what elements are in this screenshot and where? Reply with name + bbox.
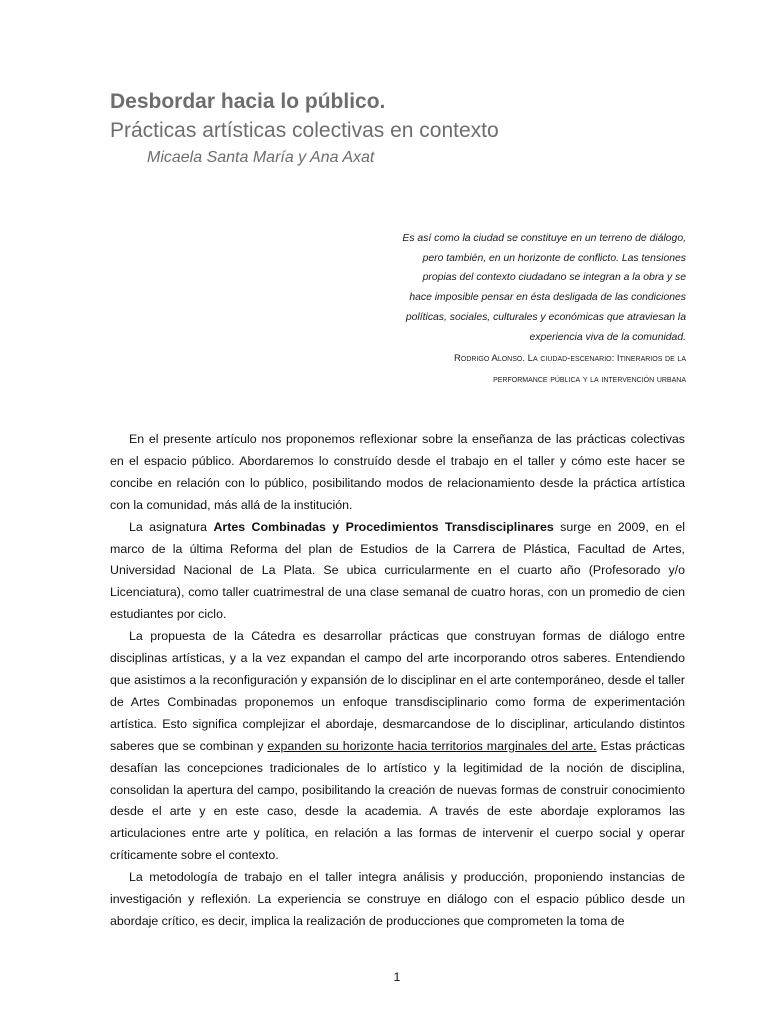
page-number: 1	[393, 970, 401, 984]
article-body	[110, 429, 685, 933]
epigraph-line: hace imposible pensar en ésta desligada de las condiciones	[409, 292, 686, 304]
paragraph-text: surge en 2009, en el marco de la última Reforma del plan de Estudios de la Carrera de Plástica, Facultad de Artes, Universidad Nacional de La Plata. Se ubica curricularmente en el cuarto año (Profesorado y/o Licenciatura), como taller cuatrimestral de una clase semanal de cuatro horas, con un promedio de cien estudiantes por ciclo.	[110, 519, 685, 622]
underlined-phrase: expanden su horizonte hacia territorios marginales del arte.	[267, 738, 597, 753]
paragraph-text: La propuesta de la Cátedra es desarrollar prácticas que construyan formas de diálogo entre disciplinas artísticas, y a la vez expandan el campo del arte incorporando otros saberes. Entendiendo que asistimos a la reconfiguración y expansión de lo disciplinar en el arte contemporáneo, desde el taller de Artes Combinadas proponemos un enfoque transdisciplinario como forma de experimentación artística. Esto significa complejizar el abordaje, desmarcandose de lo disciplinar, articulando distintos saberes que se combinan y	[110, 629, 685, 753]
body-paragraph-2	[110, 517, 685, 627]
epigraph-line: propias del contexto ciudadano se integran a la obra y se	[422, 272, 686, 284]
epigraph-line: experiencia viva de la comunidad.	[529, 331, 686, 343]
epigraph-source-line: Rodrigo Alonso. La ciudad-escenario: Itinerarios de la	[453, 353, 686, 364]
epigraph-quote	[330, 229, 686, 347]
article-title: Desbordar hacia lo público.	[110, 90, 386, 113]
paragraph-text: La asignatura	[129, 519, 214, 534]
epigraph-line: políticas, sociales, culturales y económicas que atraviesan la	[405, 311, 686, 323]
epigraph-source	[330, 348, 686, 390]
article-subtitle: Prácticas artísticas colectivas en contexto	[110, 119, 499, 142]
epigraph-source-line: performance pública y la intervención urbana	[493, 374, 686, 385]
epigraph-line: Es así como la ciudad se constituye en un terreno de diálogo,	[402, 233, 686, 244]
article-authors: Micaela Santa María y Ana Axat	[147, 149, 375, 166]
epigraph-line: pero también, en un horizonte de conflicto. Las tensiones	[422, 252, 686, 264]
body-paragraph-4: La metodología de trabajo en el taller integra análisis y producción, proponiendo instancias de investigación y reflexión. La experiencia se construye en diálogo con el espacio público desde un abordaje crítico, es decir, implica la realización de producciones que comprometen la toma de	[110, 870, 685, 928]
course-name: Artes Combinadas y Procedimientos Transdisciplinares	[213, 519, 554, 534]
body-paragraph-1: En el presente artículo nos proponemos reflexionar sobre la enseñanza de las prácticas colectivas en el espacio público. Abordaremos lo construído desde el trabajo en el taller y cómo este hacer se concibe en relación con lo público, posibilitando modos de relacionamiento desde la práctica artística con la comunidad, más allá de la institución.	[110, 432, 685, 512]
paragraph-text: Estas prácticas desafían las concepciones tradicionales de lo artístico y la legitimidad de la noción de disciplina, consolidan la apertura del campo, posibilitando la creación de nuevas formas de construir conocimiento desde el arte y en este caso, desde la academia. A través de este abordaje exploramos las articulaciones entre arte y política, en relación a las formas de intervenir el cuerpo social y operar críticamente sobre el contexto.	[110, 738, 685, 863]
body-paragraph-3	[110, 626, 685, 867]
